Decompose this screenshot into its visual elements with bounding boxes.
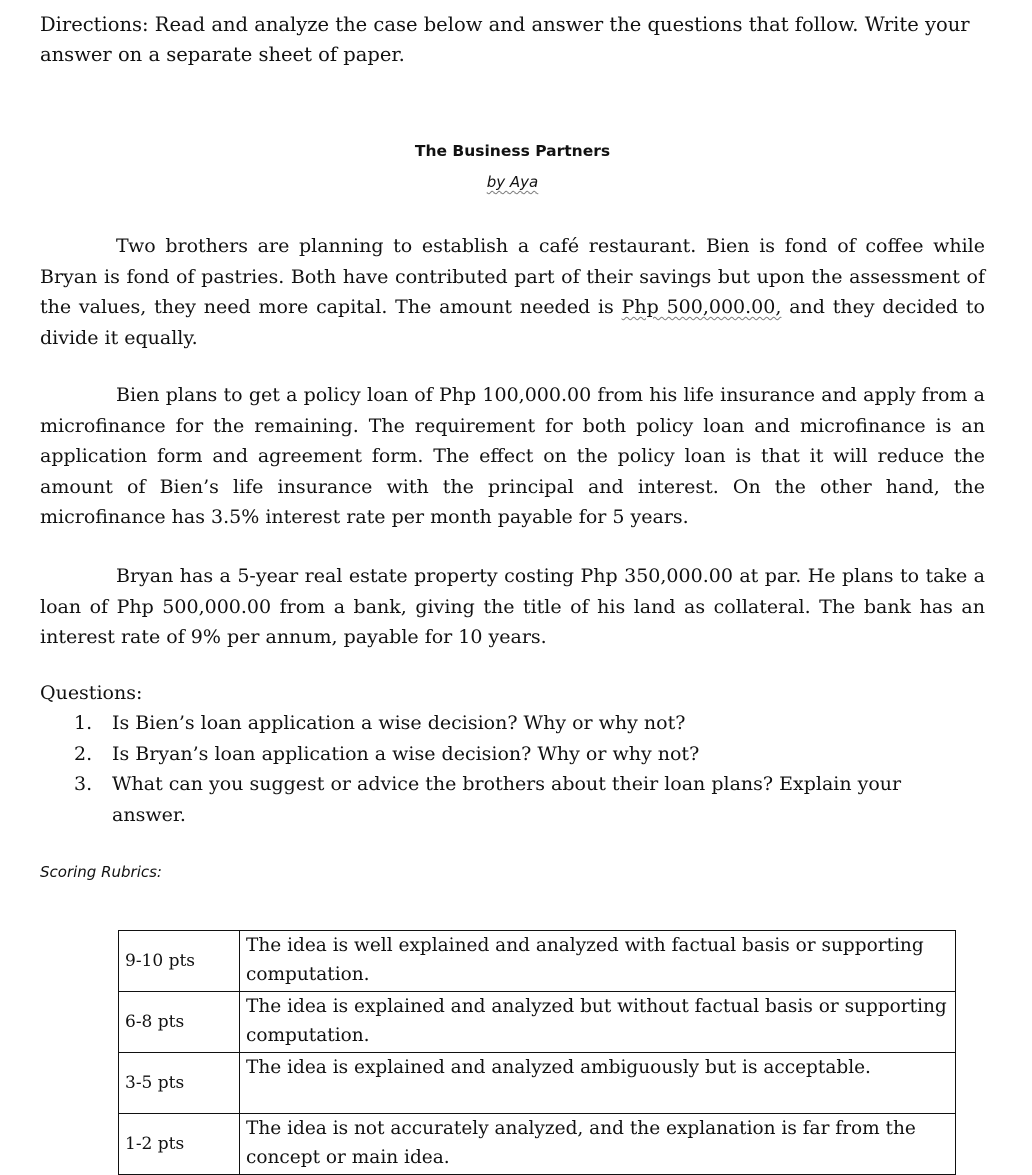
paragraph-2: Bien plans to get a policy loan of Php 100,000.00 from his life insurance and apply from a microfinance for the remaining. The requirement for both policy loan and microfinance is an application form and agreement form. The effect on the policy loan is that it will reduce the amount of Bien’s life insurance with the principal and interest. On the other hand, the microfinance has 3.5% interest rate per month payable for 5 years. xyxy=(40,384,985,528)
question-text: Is Bryan’s loan application a wise decision? Why or why not? xyxy=(112,742,700,765)
directions-text: Directions: Read and analyze the case below and answer the questions that follow. Write your answer on a separate sheet of paper. xyxy=(40,13,970,66)
question-item xyxy=(74,708,964,739)
rubric-description: The idea is not accurately analyzed, and the explanation is far from the concept or main idea. xyxy=(240,1114,956,1175)
paragraph-1 xyxy=(40,231,985,353)
rubric-points: 1-2 pts xyxy=(119,1114,240,1175)
question-text: Is Bien’s loan application a wise decision? Why or why not? xyxy=(112,712,686,734)
question-text: What can you suggest or advice the brothers about their loan plans? Explain your answer. xyxy=(112,773,902,826)
table-row xyxy=(119,1053,956,1114)
rubric-heading: Scoring Rubrics: xyxy=(40,863,162,881)
paragraph-1-text-a: Two brothers are planning to establish a café restaurant. Bien is fond of coffee while Bryan is fond of pastries. Both have contributed part of their savings but upon the assessment of the values, they need more capital. The amount needed is xyxy=(40,235,985,318)
table-row xyxy=(119,992,956,1053)
paragraph-3: Bryan has a 5-year real estate property costing Php 350,000.00 at par. He plans to take a loan of Php 500,000.00 from a bank, giving the title of his land as collateral. The bank has an interest rate of 9% per annum, payable for 10 years. xyxy=(40,565,985,648)
rubric-description: The idea is well explained and analyzed with factual basis or supporting computation. xyxy=(240,931,956,992)
question-number: 2. xyxy=(74,742,93,765)
table-row xyxy=(119,931,956,992)
question-number: 1. xyxy=(74,712,93,734)
paragraph-1-amount: Php 500,000.00, xyxy=(621,296,782,318)
questions-list xyxy=(74,708,964,830)
question-item xyxy=(74,769,964,830)
questions-heading: Questions: xyxy=(40,682,143,704)
question-number: 3. xyxy=(74,773,93,795)
rubric-table xyxy=(118,930,956,1175)
table-row xyxy=(119,1114,956,1175)
rubric-points: 6-8 pts xyxy=(119,992,240,1053)
paragraph-1-text-b: and they decided to divide it equally. xyxy=(40,296,985,349)
rubric-points: 9-10 pts xyxy=(119,931,240,992)
rubric-description: The idea is explained and analyzed but without factual basis or supporting computation. xyxy=(240,992,956,1053)
question-item xyxy=(74,739,964,770)
story-author xyxy=(0,173,1025,191)
rubric-description: The idea is explained and analyzed ambiguously but is acceptable. xyxy=(240,1053,956,1114)
story-author-text: by Aya xyxy=(486,173,539,191)
rubric-points: 3-5 pts xyxy=(119,1053,240,1114)
story-title: The Business Partners xyxy=(414,142,611,160)
